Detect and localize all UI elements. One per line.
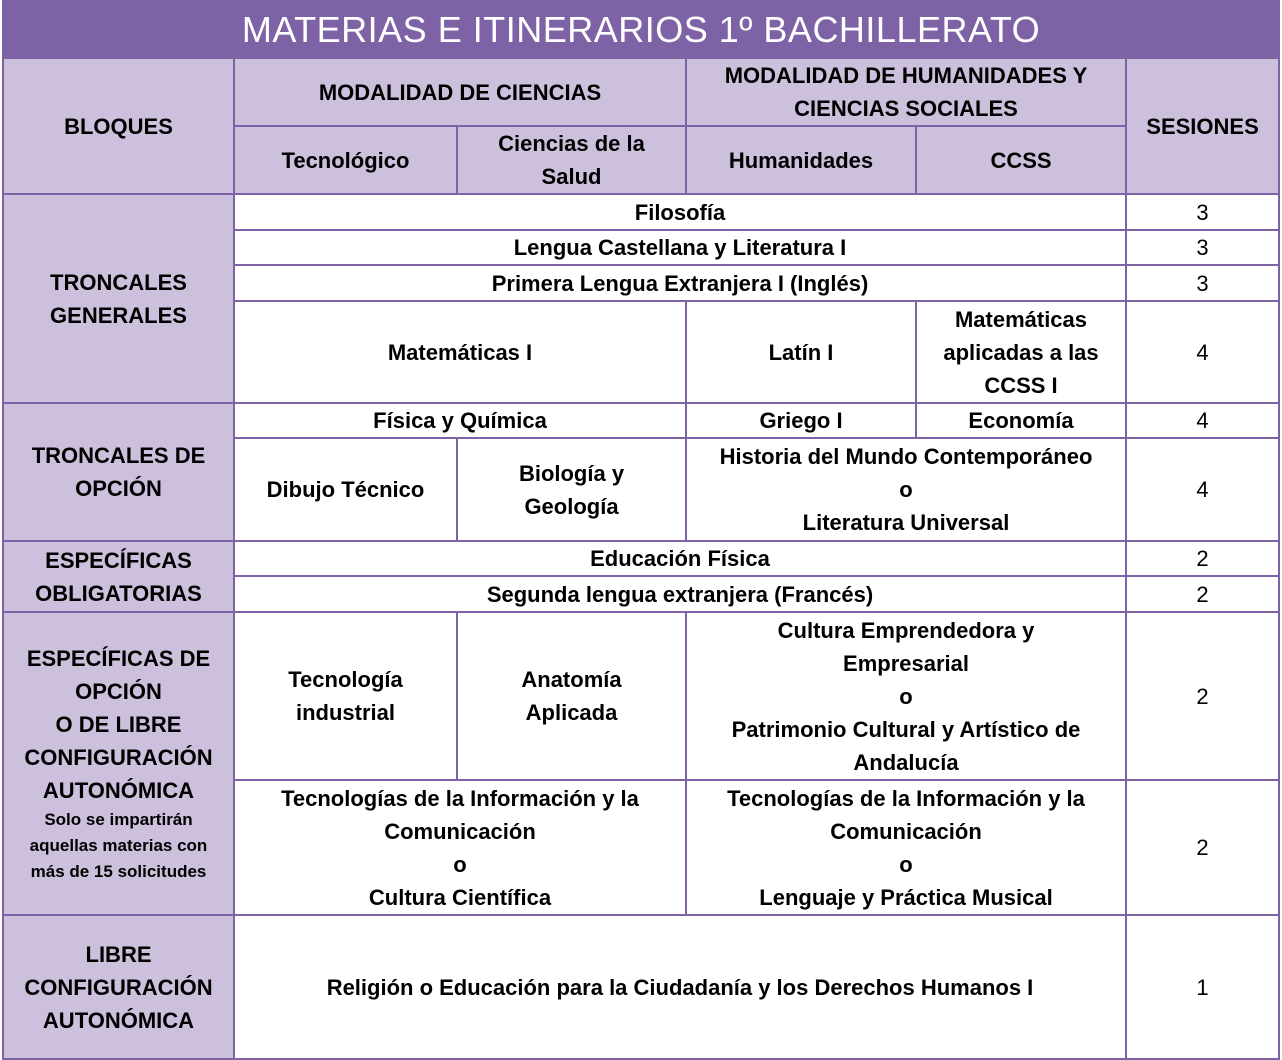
subject-educacion-fisica: Educación Física [234, 541, 1126, 576]
block-label-line: CONFIGURACIÓN [24, 745, 213, 770]
sessions-cell: 4 [1126, 301, 1279, 403]
subject-matematicas-i: Matemáticas I [234, 301, 686, 403]
subject-line: aplicadas a las [943, 339, 1099, 365]
subject-historia-literatura [686, 438, 1126, 541]
subject-line: o [899, 683, 913, 709]
sessions-cell: 3 [1126, 265, 1279, 301]
subject-ingles: Primera Lengua Extranjera I (Inglés) [234, 265, 1126, 301]
sessions-cell: 2 [1126, 541, 1279, 576]
header-modalidad-humanidades-line-2: CIENCIAS SOCIALES [794, 96, 1018, 121]
block-label-line: AUTONÓMICA [42, 1007, 195, 1033]
sessions-cell: 4 [1126, 403, 1279, 438]
sessions-cell: 2 [1126, 612, 1279, 780]
sessions-cell: 1 [1126, 915, 1279, 1059]
subject-line: Geología [524, 493, 619, 519]
subject-line: Matemáticas [954, 306, 1088, 332]
block-note-line: más de 15 solicitudes [30, 862, 207, 881]
block-especificas-obligatorias [3, 541, 234, 612]
subject-latin-i: Latín I [686, 301, 916, 403]
sessions-cell: 3 [1126, 230, 1279, 265]
sessions-cell: 3 [1126, 194, 1279, 230]
subject-line: CCSS I [984, 372, 1058, 398]
subject-line: Patrimonio Cultural y Artístico de [731, 716, 1081, 742]
subjects-table-wrapper [2, 0, 1278, 1056]
block-troncales-opcion [3, 403, 234, 541]
subject-line: Andalucía [853, 749, 959, 775]
subject-anatomia-aplicada [457, 612, 686, 780]
subject-line: Tecnologías de la Información y la [281, 785, 639, 811]
sessions-cell: 2 [1126, 576, 1279, 612]
subject-biologia-geologia [457, 438, 686, 541]
sessions-cell: 2 [1126, 780, 1279, 915]
subject-economia: Economía [916, 403, 1126, 438]
subject-filosofia: Filosofía [234, 194, 1126, 230]
subject-religion-ciudadania: Religión o Educación para la Ciudadanía y los Derechos Humanos I [234, 915, 1126, 1059]
header-row-modalidades [3, 58, 1279, 126]
subject-cultura-emprendedora-patrimonio [686, 612, 1126, 780]
header-bloques: BLOQUES [3, 58, 234, 194]
subject-line: Lenguaje y Práctica Musical [759, 884, 1053, 910]
subject-line: o [899, 851, 913, 877]
header-ciencias-salud [457, 126, 686, 194]
subject-line: Cultura Científica [368, 884, 552, 910]
subject-line: Aplicada [525, 700, 618, 725]
title-row [3, 1, 1279, 58]
subjects-table [2, 0, 1280, 1060]
block-label-line: OPCIÓN [75, 476, 162, 501]
subject-dibujo-tecnico: Dibujo Técnico [234, 438, 457, 541]
subject-line: o [899, 477, 913, 502]
block-label-line: TRONCALES [50, 269, 187, 295]
block-note-line: aquellas materias con [29, 836, 208, 855]
subject-frances: Segunda lengua extranjera (Francés) [234, 576, 1126, 612]
subject-tecnologia-industrial [234, 612, 457, 780]
subject-fisica-quimica: Física y Química [234, 403, 686, 438]
subject-lengua: Lengua Castellana y Literatura I [234, 230, 1126, 265]
block-label-line: TRONCALES DE [31, 443, 206, 468]
subject-line: Biología y [518, 460, 625, 486]
subject-line: Comunicación [830, 818, 982, 844]
subject-line: Anatomía [521, 667, 622, 692]
table-row [3, 541, 1279, 576]
block-label-line: O DE LIBRE [55, 712, 182, 737]
header-modalidad-humanidades [686, 58, 1126, 126]
subject-tic-cultura-cientifica [234, 780, 686, 915]
header-ciencias-salud-line-2: Salud [541, 164, 602, 189]
table-row [3, 194, 1279, 230]
subject-line: o [453, 851, 467, 877]
block-label-line: ESPECÍFICAS [45, 547, 192, 573]
header-modalidad-ciencias: MODALIDAD DE CIENCIAS [234, 58, 686, 126]
subject-line: Historia del Mundo Contemporáneo [719, 444, 1093, 469]
header-modalidad-humanidades-line-1: MODALIDAD DE HUMANIDADES Y [724, 63, 1088, 88]
sessions-cell: 4 [1126, 438, 1279, 541]
header-ciencias-salud-line-1: Ciencias de la [498, 131, 645, 156]
subject-tic-lenguaje-musical [686, 780, 1126, 915]
block-especificas-opcion [3, 612, 234, 915]
subject-line: Tecnología [288, 667, 403, 692]
subject-line: industrial [295, 700, 395, 725]
table-row [3, 915, 1279, 1059]
block-label-line: OBLIGATORIAS [35, 580, 202, 606]
header-ccss: CCSS [916, 126, 1126, 194]
block-label-line: GENERALES [50, 302, 187, 328]
block-note-line: Solo se impartirán [44, 810, 193, 829]
page-title: MATERIAS E ITINERARIOS 1º BACHILLERATO [3, 1, 1279, 58]
block-label-line: OPCIÓN [75, 679, 162, 704]
subject-griego-i: Griego I [686, 403, 916, 438]
subject-matematicas-ccss [916, 301, 1126, 403]
header-humanidades: Humanidades [686, 126, 916, 194]
block-libre-configuracion [3, 915, 234, 1059]
table-row [3, 612, 1279, 780]
subject-line: Tecnologías de la Información y la [727, 785, 1085, 811]
subject-line: Empresarial [843, 650, 969, 676]
block-label-line: CONFIGURACIÓN [24, 974, 213, 1000]
header-sesiones: SESIONES [1126, 58, 1279, 194]
subject-line: Comunicación [384, 818, 536, 844]
block-label-line: AUTONÓMICA [42, 778, 195, 803]
subject-line: Literatura Universal [802, 510, 1010, 535]
block-label-line: ESPECÍFICAS DE [26, 646, 211, 671]
header-tecnologico: Tecnológico [234, 126, 457, 194]
block-troncales-generales [3, 194, 234, 403]
block-label-line: LIBRE [85, 941, 152, 967]
subject-line: Cultura Emprendedora y [777, 617, 1035, 643]
table-row [3, 403, 1279, 438]
